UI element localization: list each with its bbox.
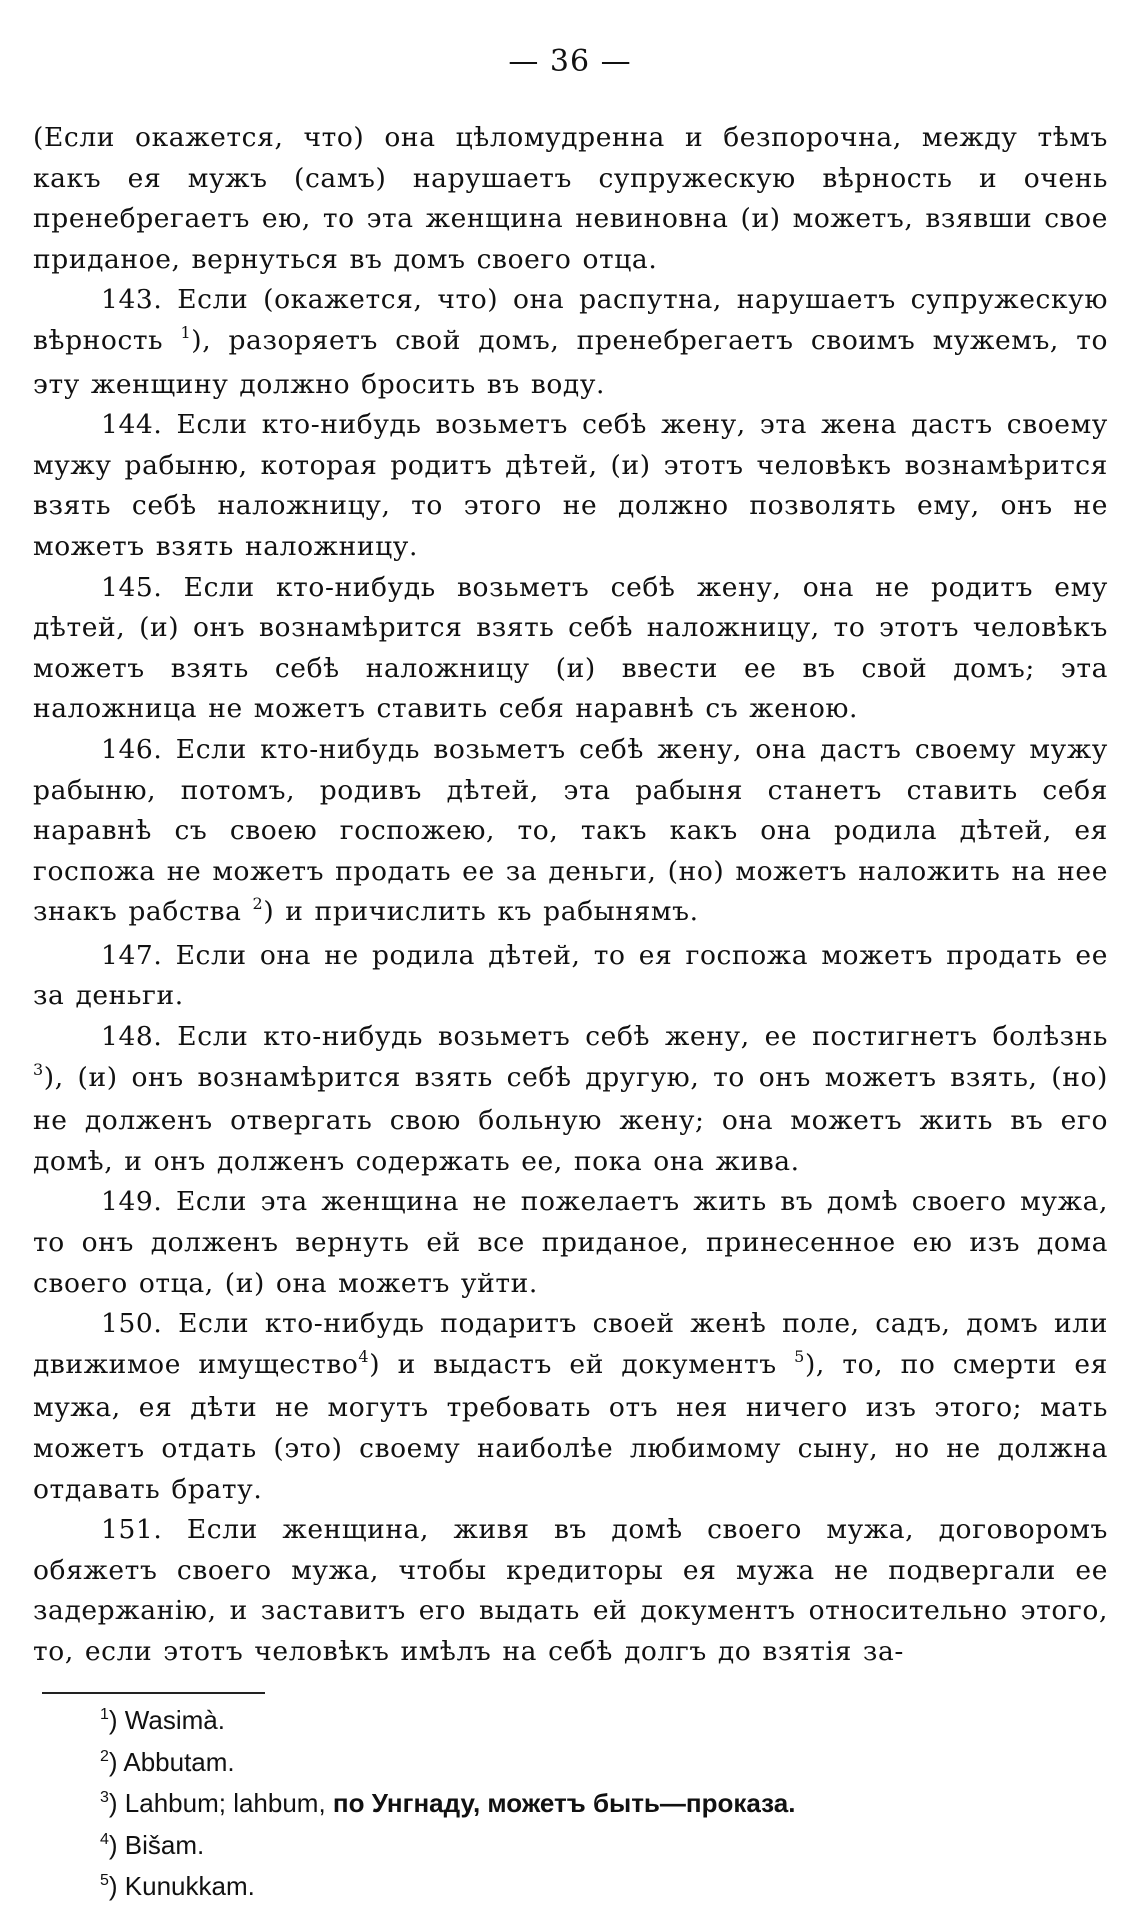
footnote-mark: 5 — [100, 1872, 109, 1889]
paragraph-text: ), то, по смерти ея мужа, ея дѣти не могутъ требовать отъ нея ничего изъ этого; мать можетъ отдать (это) своему наиболѣе любимому сыну, но не должна отдавать брату. — [33, 1348, 1108, 1505]
footnote-mark: 4 — [100, 1830, 109, 1848]
footnote-text: ) Lahbum; lahbum, — [108, 1788, 326, 1818]
paragraph — [33, 1182, 1108, 1304]
paragraph-text: 150. Если кто-нибудь подаритъ своей женѣ поле, садъ, домъ или движимое имущество — [33, 1308, 1108, 1380]
footnote — [100, 1827, 1100, 1869]
footnote-tail: по Унгнаду, можетъ быть—проказа. — [325, 1788, 796, 1818]
paragraph-text: 144. Если кто-нибудь возьметъ себѣ жену, эта жена дастъ своему мужу рабыню, которая родитъ дѣтей, (и) этотъ человѣкъ вознамѣрится взять себѣ наложницу, то этого не должно позволять ему, онъ не можетъ взять наложницу. — [33, 409, 1108, 562]
footnote-reference: 4 — [358, 1346, 370, 1366]
paragraph — [33, 1510, 1108, 1672]
body-text — [33, 118, 1108, 1673]
footnote-text: ) Bišam. — [108, 1829, 205, 1860]
paragraph-text: 149. Если эта женщина не пожелаетъ жить въ домѣ своего мужа, то онъ долженъ вернуть ей все приданое, принесенное ею изъ дома своего отца, (и) она можетъ уйти. — [33, 1186, 1108, 1299]
paragraph-text: 147. Если она не родила дѣтей, то ея госпожа можетъ продать ее за деньги. — [33, 939, 1108, 1012]
paragraph — [33, 936, 1108, 1017]
paragraph — [33, 280, 1108, 405]
paragraph — [33, 1017, 1108, 1182]
footnote — [100, 1868, 1100, 1910]
paragraph-text: ), разоряетъ свой домъ, пренебрегаетъ своимъ мужемъ, то эту женщину должно бросить въ воду. — [33, 324, 1109, 400]
footnote — [100, 1744, 1100, 1786]
paragraph — [33, 730, 1108, 936]
footnote-mark: 2 — [100, 1747, 109, 1765]
footnote-text: ) Wasimà. — [108, 1705, 225, 1735]
paragraph-text: ) и причислить къ рабынямъ. — [263, 896, 699, 928]
footnote-reference: 3 — [33, 1059, 44, 1079]
footnote-reference: 5 — [794, 1346, 805, 1366]
footnote-mark: 3 — [100, 1789, 109, 1806]
paragraph-text: 146. Если кто-нибудь возьметъ себѣ жену, она дастъ своему мужу рабыню, потомъ, родивъ дѣтей, эта рабыня станетъ ставить себя наравнѣ съ своею госпожею, то, такъ какъ она родила дѣтей, ея госпожа не можетъ продать ее за деньги, (но) можетъ наложить на нее знакъ рабства — [33, 733, 1108, 928]
page-number: — 36 — — [508, 44, 632, 79]
paragraph-text: ) и выдастъ ей документъ — [369, 1348, 795, 1380]
paragraph — [33, 568, 1108, 730]
footnote-text: ) Abbutam. — [108, 1746, 235, 1777]
footnote-text: ) Kunukkam. — [108, 1871, 255, 1901]
paragraph — [33, 118, 1108, 280]
footnote-mark: 1 — [100, 1706, 109, 1723]
paragraph-text: 148. Если кто-нибудь возьметъ себѣ жену, ее постигнетъ болѣзнь — [101, 1021, 1108, 1053]
footnote-reference: 1 — [180, 322, 192, 342]
footnote — [100, 1702, 1100, 1744]
paragraph — [33, 1304, 1108, 1510]
footnote-reference: 2 — [252, 894, 264, 914]
paragraph-text: (Если окажется, что) она цѣломудренна и безпорочна, между тѣмъ какъ ея мужъ (самъ) нарушаетъ супружескую вѣрность и очень пренебрегаетъ ею, то эта женщина невиновна (и) можетъ, взявши свое приданое, вернуться въ домъ своего отца. — [33, 122, 1108, 275]
paragraph-text: ), (и) онъ вознамѣрится взять себѣ другую, то онъ можетъ взять, (но) не долженъ отвергать свою больную жену; она можетъ жить въ его домѣ, и онъ долженъ содержать ее, пока она жива. — [33, 1061, 1108, 1177]
paragraph-text: 145. Если кто-нибудь возьметъ себѣ жену, она не родитъ ему дѣтей, (и) онъ вознамѣрится взять себѣ наложницу, то этотъ человѣкъ можетъ взять себѣ наложницу (и) ввести ее въ свой домъ; эта наложница не можетъ ставить себя наравнѣ съ женою. — [33, 571, 1108, 725]
footnote-divider — [42, 1692, 265, 1694]
footnotes — [100, 1702, 1100, 1910]
paragraph-text: 143. Если (окажется, что) она распутна, нарушаетъ супружескую вѣрность — [33, 284, 1108, 356]
paragraph — [33, 405, 1108, 567]
footnote — [100, 1785, 1100, 1827]
paragraph-text: 151. Если женщина, живя въ домѣ своего мужа, договоромъ обяжетъ своего мужа, чтобы кредиторы ея мужа не подвергали ее задержанію, и заставитъ его выдать ей документъ относительно этого, то, если этотъ человѣкъ имѣлъ на себѣ долгъ до взятія за- — [33, 1514, 1108, 1667]
